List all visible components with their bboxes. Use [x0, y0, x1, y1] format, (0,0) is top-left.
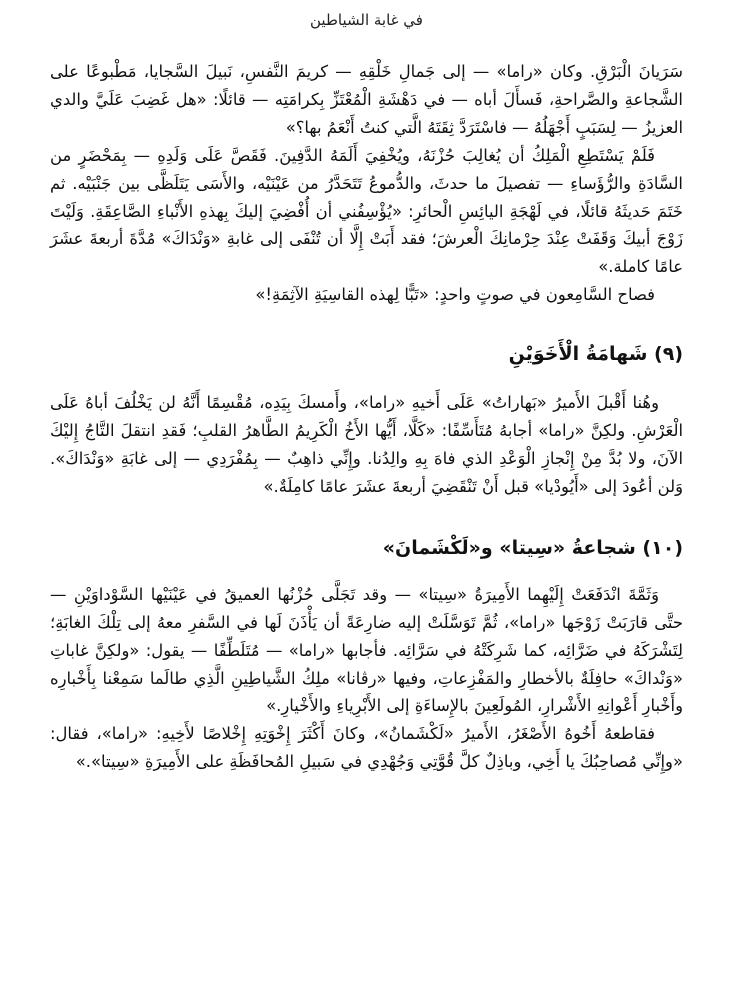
paragraph: فَلَمْ يَسْتَطِعِ الْمَلِكُ أن يُغالِبَ حُزْنَهُ، ويُخْفِيَ أَلَمَهُ الدَّفِينَ. فَقَصَّ عَلَى وَلَدِهِ — بِمَحْضَرٍ من السَّادَةِ والرُّؤَساءِ — تفصيلَ ما حدثَ، والدُّموعُ تَتَحَدَّرُ من عَيْنَيْه، والأَسَى يَتَلَظَّى بين جَنْبَيْه. ثم خَتَمَ حَديثَهُ قائلًا، في لَهْجَةِ اليائِسِ الْحائرِ: «يُؤْسِفُني أن أُفْضِيَ إليكَ بِهذهِ الأَنْباءِ الصَّاعِقَةِ. وَلَيْتَ زَوْجَ أبيكَ وَقَفَتْ عِنْدَ حِرْمانِكَ الْعرشَ؛ فقد أَبَتْ إِلَّا أن تُنْفَى إلى غابةِ «وَنْدَاكَ» مُدَّةَ أربعةَ عشَرَ عامًا كاملة.» [50, 145, 683, 277]
paragraph: فصاح السَّامِعون في صوتٍ واحدٍ: «تَبًّا لِهذه القاسِيَةِ الآثِمَةِ!» [255, 285, 655, 305]
paragraph: سَرَيانَ الْبَرْقِ. وكان «راما» — إلى جَمالِ خَلْقِهِ — كريمَ النَّفسِ، نَبيلَ السَّجايا، مَطْبوعًا على الشَّجاعةِ والصَّراحةِ، فَسأَلَ أباه — في دَهْشَةِ الْمُعْتَزِّ بِكرامَتِه — قائلًا: «هل غَضِبَ عَلَيَّ والدي العزيزُ — لِسَبَبٍ أَجْهَلُهُ — فاسْتَرَدَّ ثِقَتَهُ الَّتي كنتُ أَنْعَمُ بها؟» [50, 62, 683, 137]
paragraph: وهُنا أَقْبلَ الأَميرُ «بَهاراتُ» عَلَى أَخيهِ «راما»، وأَمسكَ بِيَدِه، مُقْسِمًا أَنَّهُ لن يَخْلُفَ أباهُ عَلَى الْعَرْشِ. ولكِنَّ «راما» أجابهُ مُتَأَسِّفًا: «كَلَّا، أَيُّها الأَخُ الْكَرِيمُ الطَّاهرُ القلبِ؛ فَقدِ انتقلَ التَّاجُ إِليْكَ الآنَ، ولا بُدَّ مِنْ إِنْجازِ الْوَعْدِ الذي فاهَ بِهِ والِدُنا. وإِنِّي ذاهِبٌ — بِمُفْرَدِي — إلى غابَةِ «وَنْدَاكَ». وَلن أعُودَ إلى «أَيُودْيا» قبل أَنْ تَنْقَضِيَ أربعةَ عشَرَ عامًا كامِلَةٌ.» [50, 393, 683, 496]
paragraph: وَثَمَّةَ انْدَفَعَتْ إِلَيْهِما الأَمِيرَةُ «سِيتا» — وقد تَجَلَّى حُزْنُها العميقُ في عَيْنَيْها السَّوْداوَيْنِ — حتَّى قارَبَتْ زَوْجَها «راما»، ثُمَّ تَوَسَّلَتْ إليه ضارِعَةً أن يَأْذَنَ لَها في السَّفرِ معهُ إلى تِلْكَ الغابَةِ؛ لِتَشْرَكَهُ في ضَرَّائِه، كما شَرِكَتْهُ في سَرَّائِه. فأجابها «راما» — مُتَلَطِّفًا — يقول: «ولكِنَّ غاباتِ «وَنْداكَ» حافِلَةٌ بالأخطارِ والمَفْزِعاتِ، وفيها «رڤانا» ملِكُ الشَّياطِينِ الَّذِي طالَما سَمِعْنا بِأَخْبارِه وأَخْبارِ أَعْوانِهِ الأَشْرارِ، المُولَعِينَ بالإِساءَةِ إلى الأَبْرِياءِ والأَخْيارِ.» [50, 584, 683, 716]
paragraph: فقاطعهُ أَخُوهُ الأَصْغَرُ، الأَميرُ «لَكْشَمانُ»، وكانَ أَكْثَرَ إِخْوَتِهِ إِخْلاصًا لأَخِيهِ: «راما»، فقال: «وإِنِّي مُصاحِبُكَ يا أَخِي، وباذِلٌ كلَّ قُوَّتِي وَجُهْدِي في سَبيلِ المُحافَظَةِ على الأَمِيرَةِ «سِيتا».» [50, 724, 683, 772]
section-heading: (١٠) شجاعةُ «سِيتا» و«لَكْشَمانَ» [382, 536, 683, 559]
section-heading: (٩) شَهامَةُ الْأَخَوَيْنِ [508, 343, 683, 366]
running-header: في غابة الشياطين [310, 11, 423, 29]
page-content [50, 58, 683, 776]
